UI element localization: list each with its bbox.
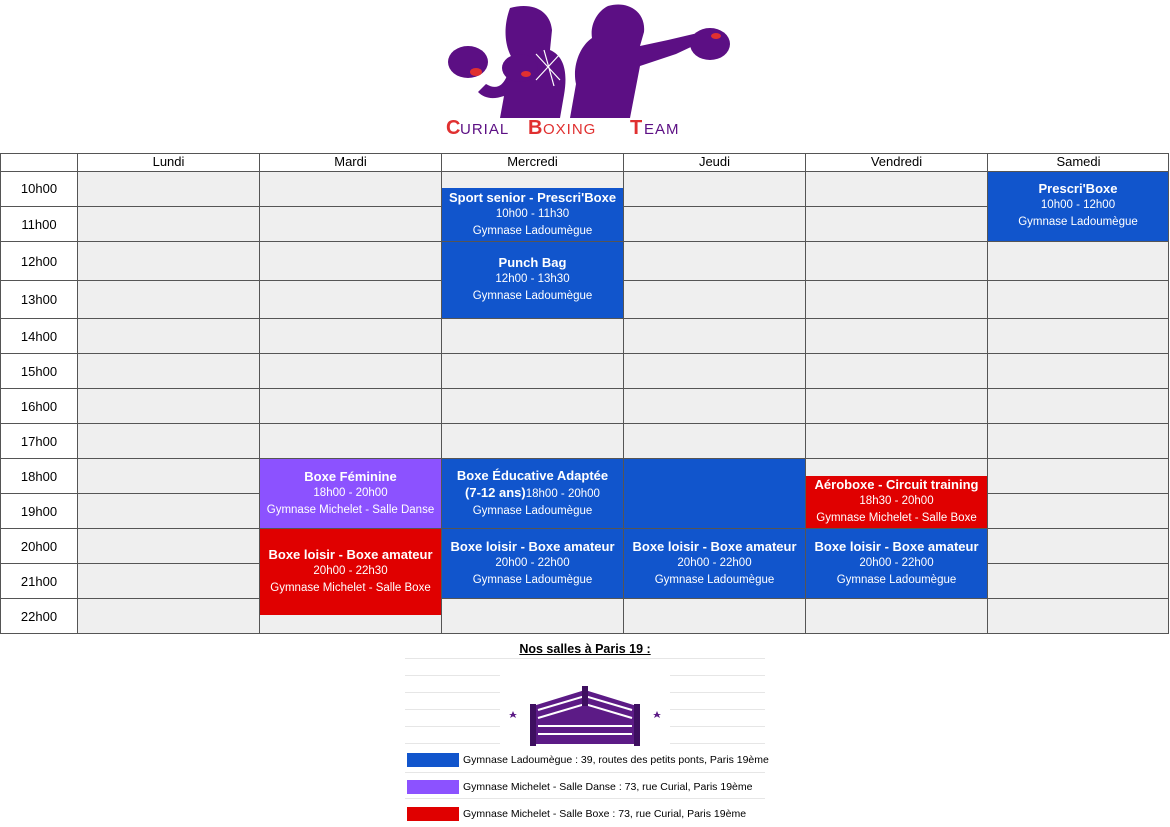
event-title: Punch Bag [498, 255, 567, 270]
time-label-13h00: 13h00 [20, 292, 58, 307]
event-time: 20h00 - 22h00 [859, 557, 934, 569]
svg-text:OXING: OXING [543, 121, 597, 138]
event-place: Gymnase Ladoumègue [472, 574, 593, 586]
event-boxe-loisir-mercredi[interactable] [442, 529, 623, 598]
svg-text:B: B [528, 117, 544, 139]
grid-line [0, 153, 1169, 154]
grid-line [0, 153, 1, 634]
grid-line [0, 353, 1169, 354]
event-aeroboxe-vendredi[interactable] [806, 476, 987, 528]
day-header-mercredi: Mercredi [507, 154, 558, 169]
event-place: Gymnase Ladoumègue [472, 225, 593, 237]
venue-legend [405, 640, 769, 825]
event-place: Gymnase Michelet - Salle Boxe [270, 582, 431, 594]
time-label-21h00: 21h00 [20, 574, 58, 589]
event-boxe-educative-mercredi[interactable] [442, 459, 623, 528]
day-header-vendredi: Vendredi [870, 154, 923, 169]
event-place: Gymnase Ladoumègue [472, 505, 593, 517]
svg-text:C: C [446, 117, 462, 139]
svg-text:URIAL: URIAL [460, 121, 510, 138]
legend-item-michelet-boxe [405, 806, 765, 822]
legend-divider [405, 798, 765, 799]
event-boxe-feminine-mardi[interactable] [260, 459, 441, 528]
day-header-lundi: Lundi [152, 154, 185, 169]
event-time: 18h00 - 20h00 [313, 487, 388, 499]
time-label-12h00: 12h00 [20, 254, 58, 269]
svg-text:EAM: EAM [644, 121, 680, 138]
time-label-19h00: 19h00 [20, 504, 58, 519]
grid-line [0, 598, 1169, 599]
time-label-10h00: 10h00 [20, 181, 58, 196]
event-punch-bag-mercredi[interactable] [442, 242, 623, 318]
legend-swatch-purple [407, 780, 459, 794]
event-place: Gymnase Ladoumègue [472, 290, 593, 302]
event-title: Boxe loisir - Boxe amateur [632, 539, 797, 554]
legend-item-label: Gymnase Michelet - Salle Boxe : 73, rue Curial, Paris 19ème [463, 808, 747, 820]
event-boxe-educative-jeudi-extension[interactable] [624, 459, 805, 528]
event-time: 20h00 - 22h00 [495, 557, 570, 569]
event-title-and-time [444, 484, 621, 503]
event-title: Prescri'Boxe [1038, 181, 1118, 196]
event-title: Boxe loisir - Boxe amateur [450, 539, 615, 554]
legend-item-label: Gymnase Ladoumègue : 39, routes des petits ponts, Paris 19ème [463, 754, 769, 766]
grid-line [0, 423, 1169, 424]
event-time: 10h00 - 11h30 [495, 208, 570, 220]
event-title-age: (7-12 ans) [465, 485, 526, 500]
event-place: Gymnase Ladoumègue [1018, 216, 1138, 228]
event-title: Aéroboxe - Circuit training [814, 477, 979, 492]
time-label-22h00: 22h00 [20, 609, 58, 624]
club-logo [440, 0, 740, 148]
legend-swatch-blue [407, 753, 459, 767]
event-place: Gymnase Ladoumègue [654, 574, 775, 586]
legend-divider [405, 658, 765, 659]
boxers-silhouette-icon [440, 0, 740, 148]
time-label-18h00: 18h00 [20, 469, 58, 484]
legend-item-label: Gymnase Michelet - Salle Danse : 73, rue Curial, Paris 19ème [463, 781, 753, 793]
boxing-ring-icon [500, 668, 670, 758]
event-time: 12h00 - 13h30 [495, 273, 570, 285]
event-title: Sport senior - Prescri'Boxe [448, 190, 617, 205]
event-place: Gymnase Ladoumègue [836, 574, 957, 586]
grid-line [0, 388, 1169, 389]
grid-line [77, 153, 78, 634]
legend-item-ladoumegue [405, 752, 769, 768]
legend-title: Nos salles à Paris 19 : [519, 642, 651, 656]
event-boxe-loisir-vendredi[interactable] [806, 529, 987, 598]
legend-swatch-red [407, 807, 459, 821]
grid-line [0, 633, 1169, 634]
legend-divider [405, 772, 765, 773]
event-title: Boxe loisir - Boxe amateur [814, 539, 979, 554]
event-boxe-loisir-jeudi[interactable] [624, 529, 805, 598]
event-prescri-boxe-samedi[interactable] [988, 172, 1168, 241]
day-header-jeudi: Jeudi [698, 154, 731, 169]
event-time: 10h00 - 12h00 [1040, 199, 1116, 211]
event-sport-senior-mercredi[interactable] [442, 188, 623, 241]
grid-line [0, 318, 1169, 319]
event-title: Boxe Éducative Adaptée [456, 468, 609, 483]
event-title: Boxe loisir - Boxe amateur [268, 547, 433, 562]
event-boxe-loisir-mardi[interactable] [260, 529, 441, 615]
day-header-samedi: Samedi [1056, 154, 1101, 169]
event-time: 20h00 - 22h30 [313, 565, 388, 577]
schedule-table [0, 153, 1169, 634]
time-label-15h00: 15h00 [20, 364, 58, 379]
event-time: 18h00 - 20h00 [525, 488, 600, 500]
event-title: Boxe Féminine [304, 469, 397, 484]
time-label-20h00: 20h00 [20, 539, 58, 554]
time-label-14h00: 14h00 [20, 329, 58, 344]
time-label-17h00: 17h00 [20, 434, 58, 449]
time-label-16h00: 16h00 [20, 399, 58, 414]
event-place: Gymnase Michelet - Salle Boxe [816, 512, 977, 524]
time-label-11h00: 11h00 [21, 217, 57, 232]
svg-text:T: T [630, 117, 644, 139]
day-header-mardi: Mardi [334, 154, 367, 169]
event-time: 18h30 - 20h00 [859, 495, 934, 507]
event-place: Gymnase Michelet - Salle Danse [266, 504, 435, 516]
grid-line [1168, 153, 1169, 634]
event-time: 20h00 - 22h00 [677, 557, 752, 569]
legend-item-michelet-danse [405, 779, 765, 795]
